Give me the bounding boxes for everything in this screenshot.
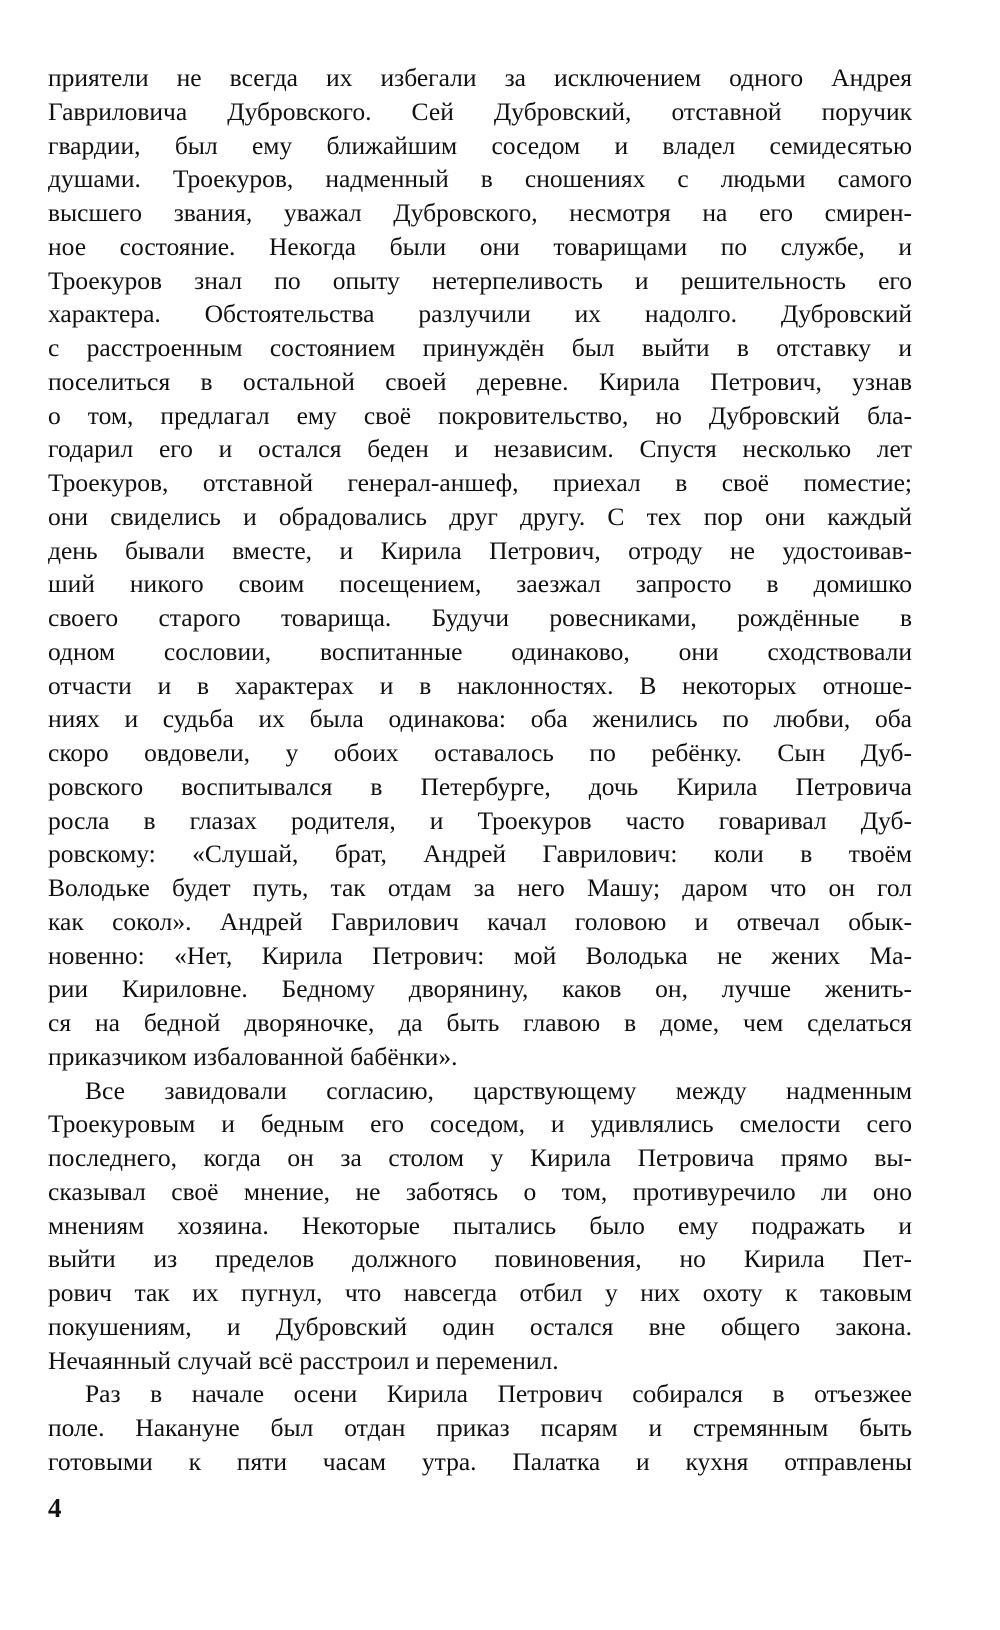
text-line: ровского воспитывался в Петербурге, дочь Кирила Петровича — [48, 771, 912, 801]
text-line: высшего звания, уважал Дубровского, несмотря на его смирен- — [48, 198, 912, 227]
text-line: покушениям, и Дубровский один остался вне общего закона. — [48, 1311, 912, 1341]
paragraph — [48, 1377, 912, 1478]
text-line: как сокол». Андрей Гаврилович качал головою и отвечал обык- — [48, 906, 912, 936]
paragraph — [48, 61, 912, 1074]
text-line: рович так их пугнул, что навсегда отбил у них охоту к таковым — [48, 1278, 912, 1307]
text-line: Троекуров знал по опыту нетерпеливость и решительность его — [48, 265, 912, 295]
text-line: сказывал своё мнение, не заботясь о том, противуречило ли оно — [48, 1176, 912, 1206]
text-line: поселиться в остальной своей деревне. Кирила Петрович, узнав — [48, 366, 912, 396]
page-body — [48, 61, 912, 1479]
page-number: 4 — [48, 1493, 62, 1523]
text-line: Гавриловича Дубровского. Сей Дубровский, отставной поручик — [48, 96, 912, 126]
text-line: ся на бедной дворяночке, да быть главою в доме, чем сделаться — [48, 1008, 912, 1037]
text-line: с расстроенным состоянием принуждён был выйти в отставку и — [48, 333, 912, 362]
text-line: скоро овдовели, у обоих оставалось по ребёнку. Сын Дуб- — [48, 738, 912, 767]
text-line: они свиделись и обрадовались друг другу. С тех пор они каждый — [48, 501, 912, 531]
text-line: о том, предлагал ему своё покровительство, но Дубровский бла- — [48, 400, 912, 430]
text-line: приятели не всегда их избегали за исключением одного Андрея — [48, 63, 912, 92]
text-line: Нечаянный случай всё расстроил и переменил. — [48, 1345, 559, 1375]
text-line: характера. Обстоятельства разлучили их надолго. Дубровский — [48, 299, 912, 329]
text-line: Все завидовали согласию, царствующему между надменным — [85, 1075, 912, 1105]
text-line: Раз в начале осени Кирила Петрович собирался в отъезжее — [85, 1379, 912, 1409]
text-line: росла в глазах родителя, и Троекуров часто говаривал Дуб- — [48, 805, 912, 835]
text-line: мнениям хозяина. Некоторые пытались было ему подражать и — [48, 1210, 912, 1240]
text-line: готовыми к пяти часам утра. Палатка и кухня отправлены — [48, 1446, 912, 1476]
text-line: новенно: «Нет, Кирила Петрович: мой Володька не жених Ма- — [48, 940, 912, 970]
text-line: Володьке будет путь, так отдам за него Машу; даром что он гол — [48, 873, 912, 902]
text-line: Троекуров, отставной генерал-аншеф, приехал в своё поместие; — [48, 468, 912, 497]
text-line: своего старого товарища. Будучи ровесниками, рождённые в — [48, 603, 912, 632]
text-line: выйти из пределов должного повиновения, но Кирила Пет- — [48, 1244, 912, 1274]
text-line: душами. Троекуров, надменный в сношениях с людьми самого — [48, 164, 912, 194]
text-line: отчасти и в характерах и в наклонностях. В некоторых отноше- — [48, 670, 912, 700]
text-line: ровскому: «Слушай, брат, Андрей Гаврилович: коли в твоём — [48, 839, 912, 869]
text-line: одном сословии, воспитанные одинаково, они сходствовали — [48, 636, 912, 666]
text-line: ший никого своим посещением, заезжал запросто в домишко — [48, 569, 912, 599]
text-line: ниях и судьба их была одинакова: оба женились по любви, оба — [48, 704, 912, 734]
paragraph — [48, 1074, 912, 1378]
text-line: день бывали вместе, и Кирила Петрович, отроду не удостоивав- — [48, 535, 912, 565]
text-line: ное состояние. Некогда были они товарищами по службе, и — [48, 231, 912, 261]
text-line: поле. Накануне был отдан приказ псарям и стремянным быть — [48, 1413, 912, 1442]
text-line: гвардии, был ему ближайшим соседом и владел семидесятью — [48, 130, 912, 160]
text-line: последнего, когда он за столом у Кирила Петровича прямо вы- — [48, 1143, 912, 1172]
text-line: годарил его и остался беден и независим. Спустя несколько лет — [48, 434, 912, 464]
text-line: приказчиком избалованной бабёнки». — [48, 1041, 458, 1071]
text-line: рии Кириловне. Бедному дворянину, каков он, лучше женить- — [48, 974, 912, 1004]
text-line: Троекуровым и бедным его соседом, и удивлялись смелости сего — [48, 1109, 912, 1139]
